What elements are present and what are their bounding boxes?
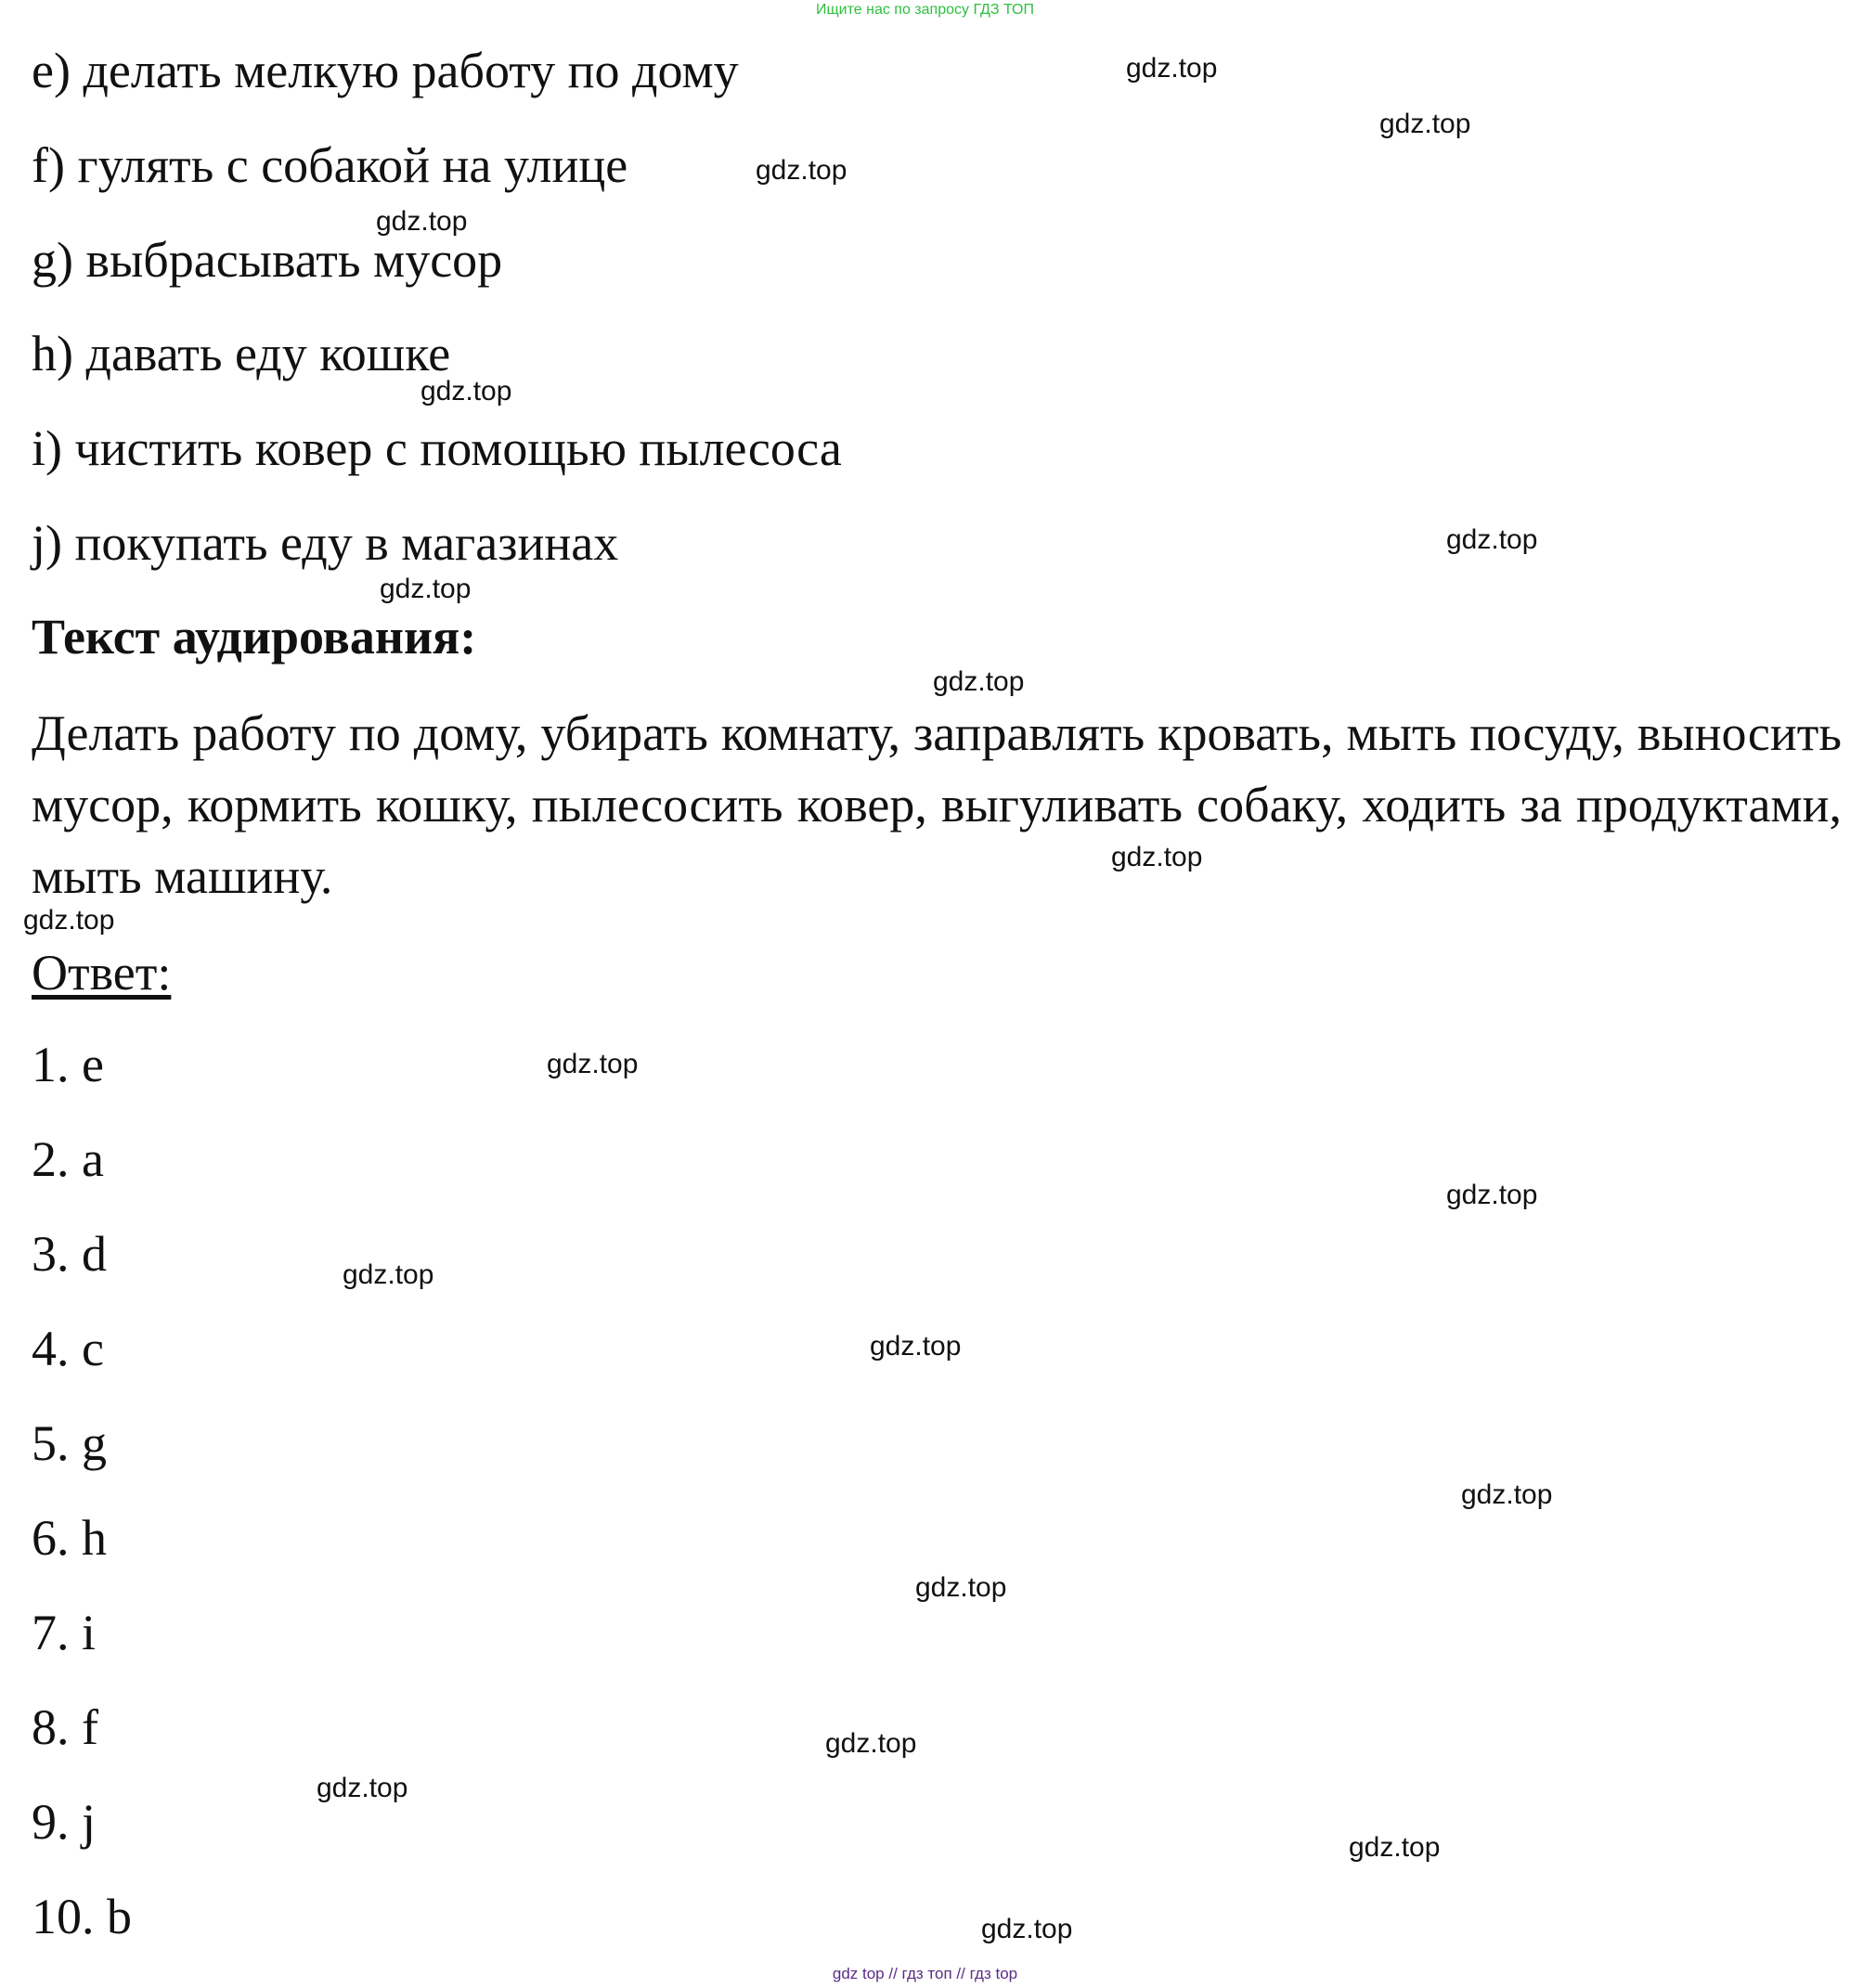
answer-7: 7. i bbox=[32, 1605, 97, 1660]
phrase-g: g) выбрасывать мусор bbox=[32, 232, 503, 288]
watermark: gdz.top bbox=[1461, 1479, 1553, 1510]
bottom-banner-part: гдз top bbox=[969, 1965, 1018, 1982]
watermark: gdz.top bbox=[547, 1049, 639, 1079]
watermark: gdz.top bbox=[1349, 1832, 1441, 1863]
watermark: gdz.top bbox=[1446, 524, 1538, 555]
bottom-banner-separator: // bbox=[956, 1965, 965, 1982]
phrase-f: f) гулять с собакой на улице bbox=[32, 137, 628, 193]
answer-6: 6. h bbox=[32, 1510, 107, 1566]
answer-5: 5. g bbox=[32, 1415, 107, 1471]
bottom-banner-separator: // bbox=[888, 1965, 898, 1982]
watermark: gdz.top bbox=[870, 1331, 962, 1362]
answer-9: 9. j bbox=[32, 1794, 97, 1850]
watermark: gdz.top bbox=[420, 376, 512, 407]
bottom-banner bbox=[0, 1964, 1850, 1984]
answer-3: 3. d bbox=[32, 1226, 107, 1282]
watermark: gdz.top bbox=[317, 1773, 408, 1803]
watermark: gdz.top bbox=[23, 905, 115, 936]
answer-10: 10. b bbox=[32, 1889, 132, 1944]
listening-heading: Текст аудирования: bbox=[32, 609, 477, 665]
phrase-e: e) делать мелкую работу по дому bbox=[32, 43, 739, 98]
watermark: gdz.top bbox=[343, 1259, 434, 1290]
answer-2: 2. a bbox=[32, 1131, 104, 1187]
watermark: gdz.top bbox=[981, 1914, 1073, 1944]
bottom-banner-part: gdz top bbox=[832, 1965, 885, 1982]
answer-4: 4. c bbox=[32, 1321, 104, 1376]
bottom-banner-part: гдз топ bbox=[901, 1965, 952, 1982]
watermark: gdz.top bbox=[376, 206, 468, 237]
answer-heading: Ответ: bbox=[32, 945, 172, 1000]
phrase-h: h) давать еду кошке bbox=[32, 326, 451, 381]
watermark: gdz.top bbox=[1446, 1180, 1538, 1210]
watermark: gdz.top bbox=[1111, 842, 1203, 872]
answer-8: 8. f bbox=[32, 1699, 98, 1755]
top-banner: Ищите нас по запросу ГДЗ ТОП bbox=[816, 2, 1034, 18]
watermark: gdz.top bbox=[1126, 53, 1218, 84]
watermark: gdz.top bbox=[1379, 109, 1471, 139]
watermark: gdz.top bbox=[825, 1728, 917, 1759]
watermark: gdz.top bbox=[756, 155, 847, 186]
watermark: gdz.top bbox=[915, 1572, 1007, 1603]
listening-text: Делать работу по дому, убирать комнату, заправлять кровать, мыть посуду, выносить мусор, кормить кошку, пылесосить ковер, выгуливать собаку, ходить за продуктами, мыть машину. bbox=[32, 705, 1842, 904]
answer-1: 1. e bbox=[32, 1037, 104, 1092]
watermark: gdz.top bbox=[380, 574, 472, 604]
watermark: gdz.top bbox=[933, 666, 1025, 697]
phrase-j: j) покупать еду в магазинах bbox=[32, 515, 619, 571]
phrase-i: i) чистить ковер с помощью пылесоса bbox=[32, 420, 842, 476]
